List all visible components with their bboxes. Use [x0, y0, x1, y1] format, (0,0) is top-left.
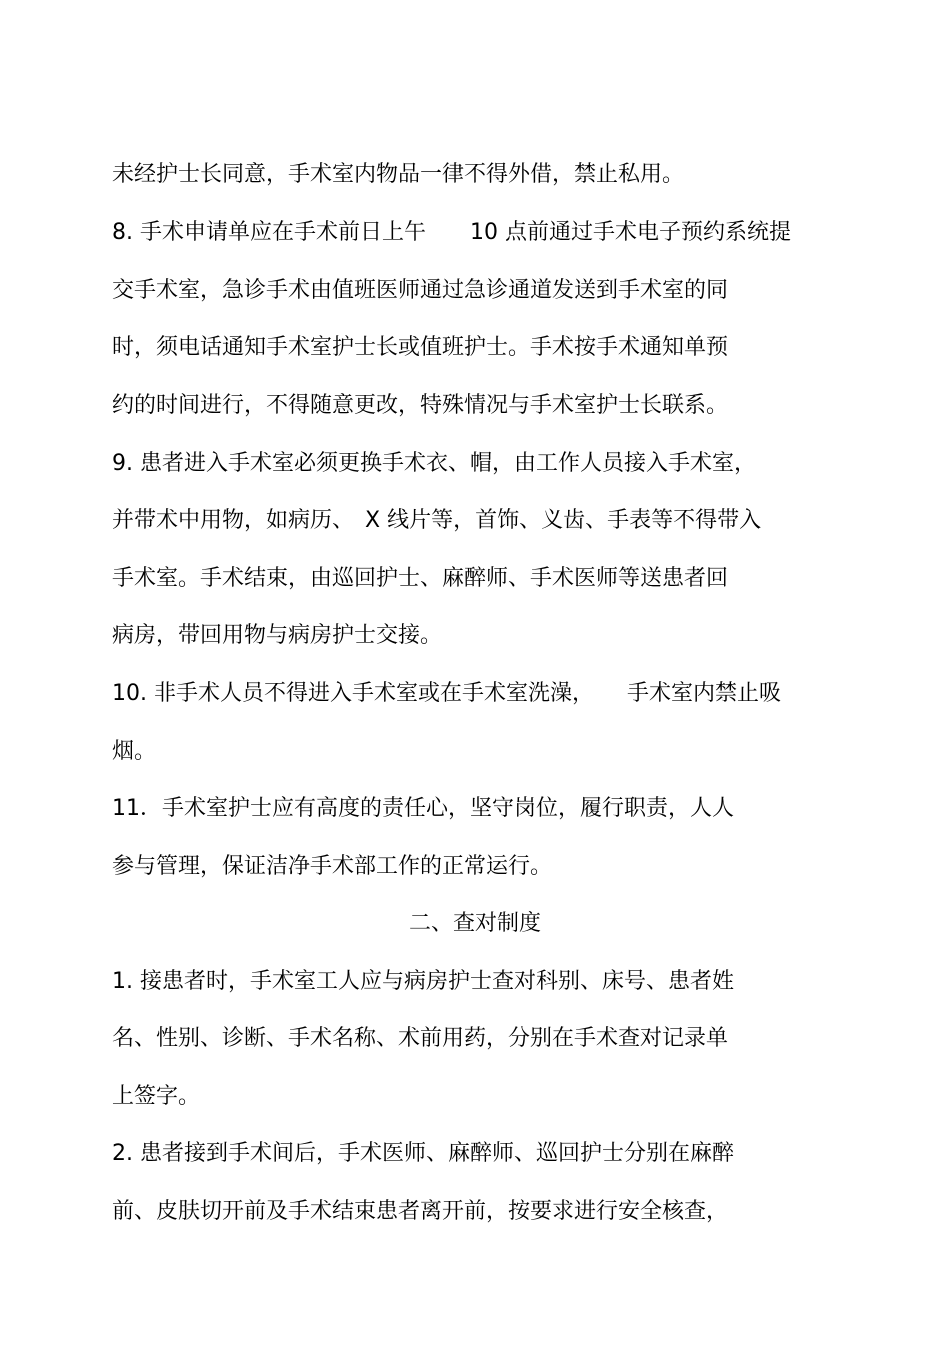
paragraph-line: 约的时间进行，不得随意更改，特殊情况与手术室护士长联系。	[112, 393, 729, 418]
paragraph-line: 烟。	[112, 739, 157, 764]
paragraph-line: 病房，带回用物与病房护士交接。	[112, 623, 443, 648]
paragraph-line: 1. 接患者时，手术室工人应与病房护士查对科别、床号、患者姓	[112, 969, 734, 994]
paragraph-line: 11．手术室护士应有高度的责任心，坚守岗位，履行职责，人人	[112, 796, 734, 821]
paragraph-line: 时，须电话通知手术室护士长或值班护士。手术按手术通知单预	[112, 335, 729, 360]
paragraph-line: 参与管理，保证洁净手术部工作的正常运行。	[112, 854, 553, 879]
paragraph-line: 前、皮肤切开前及手术结束患者离开前，按要求进行安全核查，	[112, 1199, 729, 1224]
paragraph-line: 上签字。	[112, 1084, 201, 1109]
paragraph-line: 名、性别、诊断、手术名称、术前用药，分别在手术查对记录单	[112, 1026, 729, 1051]
paragraph-line: 8. 手术申请单应在手术前日上午 10 点前通过手术电子预约系统提	[112, 220, 791, 245]
paragraph-line: 9. 患者进入手术室必须更换手术衣、帽，由工作人员接入手术室，	[112, 451, 756, 476]
paragraph-line: 2. 患者接到手术间后，手术医师、麻醉师、巡回护士分别在麻醉	[112, 1141, 734, 1166]
paragraph-line: 10. 非手术人员不得进入手术室或在手术室洗澡， 手术室内禁止吸	[112, 681, 781, 706]
paragraph-line: 未经护士长同意，手术室内物品一律不得外借，禁止私用。	[112, 162, 685, 187]
paragraph-line: 手术室。手术结束，由巡回护士、麻醉师、手术医师等送患者回	[112, 566, 729, 591]
section-heading: 二、查对制度	[408, 911, 541, 936]
paragraph-line: 交手术室，急诊手术由值班医师通过急诊通道发送到手术室的同	[112, 278, 729, 303]
paragraph-line: 并带术中用物，如病历、 X 线片等，首饰、义齿、手表等不得带入	[112, 508, 762, 533]
